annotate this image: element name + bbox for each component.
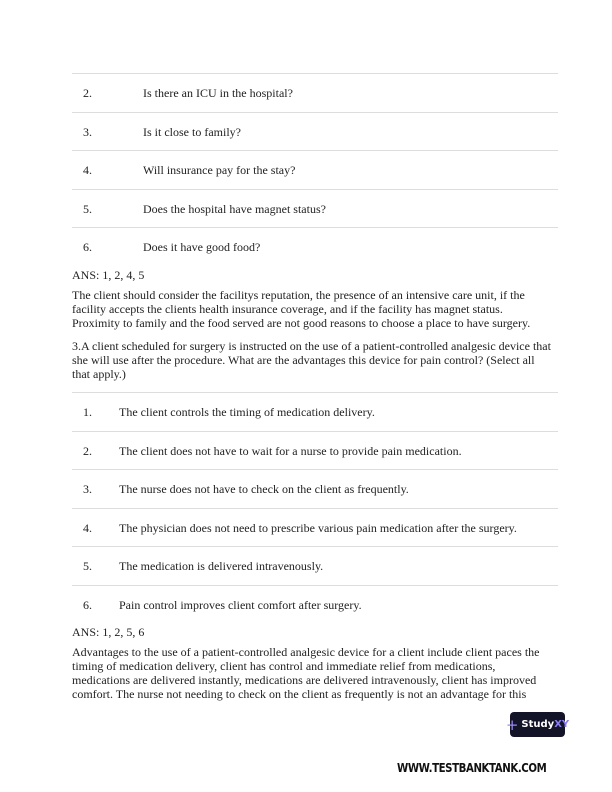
footer-url: WWW.TESTBANKTANK.COM [397, 761, 547, 775]
option-number: 2. [83, 443, 92, 458]
plus-icon: + [505, 715, 519, 734]
option-number: 2. [83, 86, 92, 100]
option-row [72, 150, 558, 189]
option-row [72, 585, 558, 624]
option-row [72, 392, 558, 431]
option-number: 5. [83, 201, 92, 216]
option-row [72, 73, 558, 112]
option-number: 3. [83, 482, 92, 496]
answer-3: ANS: 1, 2, 5, 6 [72, 625, 145, 639]
option-number: 6. [83, 597, 92, 612]
question-3: 3.A client scheduled for surgery is instructed on the use of a patient-controlled analgesic device that she will use after the procedure. What are the advantages this device for pain control? (Select all that apply.) [72, 339, 551, 381]
option-text: The physician does not need to prescribe various pain medication after the surgery. [119, 520, 517, 535]
option-text: Is there an ICU in the hospital? [143, 86, 293, 100]
option-text: Is it close to family? [143, 124, 241, 139]
rationale-3: Advantages to the use of a patient-controlled analgesic device for a client include client paces the timing of medication delivery, client has control and immediate relief from medications, medications are delivered instantly, medications are delivered intravenously, client has improved comfort. The nurse not needing to check on the client as frequently is not an advantage for this [72, 645, 540, 701]
option-row [72, 546, 558, 585]
option-number: 6. [83, 240, 92, 254]
option-text: The client does not have to wait for a nurse to provide pain medication. [119, 443, 462, 458]
option-number: 1. [83, 405, 92, 419]
question2-options [72, 73, 558, 266]
option-row [72, 227, 558, 266]
option-text: Does it have good food? [143, 240, 261, 254]
option-number: 3. [83, 124, 92, 139]
option-row [72, 189, 558, 228]
option-number: 4. [83, 520, 92, 535]
option-number: 5. [83, 559, 92, 573]
option-row [72, 508, 558, 547]
option-text: The medication is delivered intravenously. [119, 559, 324, 573]
badge-name: Study [521, 719, 555, 730]
option-text: Does the hospital have magnet status? [143, 201, 326, 216]
option-text: The nurse does not have to check on the client as frequently. [119, 482, 409, 496]
option-row [72, 431, 558, 470]
badge-suffix: XY [554, 719, 570, 730]
studyxy-badge[interactable] [505, 712, 570, 737]
rationale-2: The client should consider the facilitys reputation, the presence of an intensive care unit, if the facility accepts the clients health insurance coverage, and if the facility has magnet status. Proximity to family and the food served are not good reasons to choose a place to have surgery. [72, 288, 531, 330]
option-row [72, 469, 558, 508]
option-text: Will insurance pay for the stay? [143, 163, 296, 177]
option-row [72, 112, 558, 151]
option-text: The client controls the timing of medication delivery. [119, 405, 375, 419]
answer-2: ANS: 1, 2, 4, 5 [72, 268, 145, 282]
option-text: Pain control improves client comfort after surgery. [119, 597, 362, 612]
option-number: 4. [83, 163, 92, 177]
question3-options [72, 392, 558, 623]
